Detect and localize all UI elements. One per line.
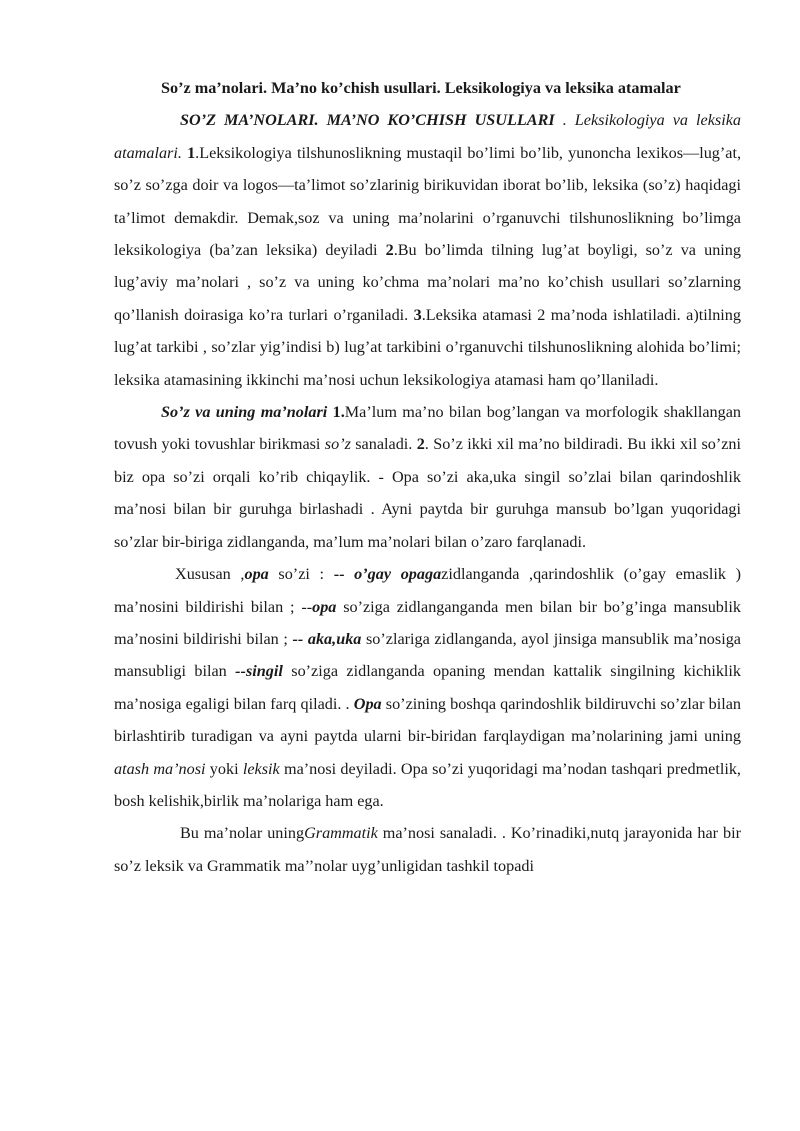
paragraph-leksikologiya	[114, 104, 741, 396]
text: Xususan ,	[175, 565, 245, 584]
text: ma’nosi sanaladi. . Ko’rinadiki,nutq jarayonida har bir so’z leksik va Grammatik ma’’nolar uyg’unligidan tashkil topadi	[114, 824, 741, 875]
point-text: Ma’lum ma’no bilan bog’langan va morfologik shakllangan tovush yoki tovushlar birikmasi	[114, 403, 742, 454]
point-number: 1.	[327, 403, 345, 422]
text: ma’nosi deyiladi. Opa so’zi yuqoridagi ma’nodan tashqari predmetlik, bosh kelishik,birlik ma’nolariga ham ega.	[114, 759, 741, 810]
section-title: SO’Z MA’NOLARI. MA’NO KO’CHISH USULLARI	[180, 111, 555, 130]
text: Bu ma’nolar uning	[180, 824, 305, 843]
term-opa: opa	[312, 597, 337, 616]
dash: --	[333, 565, 355, 584]
point-text: .Bu bo’limda tilning lug’at boyligi, so’z va uning lug’aviy ma’nolari , so’z va uning ko’chma ma’nolari ma’no ko’chish usullari so’zlarning qo’llanish doirasiga ko’ra turlari o’rganiladi.	[114, 241, 741, 324]
term-aka-uka: -- aka,uka	[292, 629, 362, 648]
point-text: . So’z ikki xil ma’no bildiradi. Bu ikki xil so’zni biz opa so’zi orqali ko’rib chiqaylik. - Opa so’zi aka,uka singil so’zlai bilan qarindoshlik ma’nosi bilan bir guruhga birlashadi . Ayni paytda bir guruhga mansub bo’lgan yuqoridagi so’zlar bir-biriga zidlanganda, ma’lum ma’nolari bilan o’zaro farqlanadi.	[114, 435, 741, 551]
text: so’zlariga zidlanganda, ayol jinsiga mansublik ma’nosiga mansubligi bilan	[114, 629, 741, 681]
paragraph-soz-manolari	[114, 396, 741, 558]
text: zidlanganda ,qarindoshlik (o’gay emaslik ) ma’nosini bildirishi bilan ;	[114, 565, 742, 616]
paragraph-grammatik	[114, 817, 741, 882]
term-ogay-opa: o’gay opaga	[354, 565, 442, 584]
point-text: sanaladi.	[350, 435, 417, 454]
term-singil: --singil	[235, 662, 283, 681]
dash: --	[301, 597, 313, 616]
point-number: 2	[416, 435, 425, 454]
text: so’zining boshqa qarindoshlik bildiruvchi so’zlar bilan birlashtirib turadigan va ayni paytda ularni bir-biridan farqlaydigan ma’nolarining jami uning	[114, 694, 741, 746]
document-heading: So’z ma’nolari. Ma’no ko’chish usullari. Leksikologiya va leksika atamalar	[161, 79, 681, 97]
term-opa: opa	[244, 565, 269, 584]
text: so’ziga zidlanganda opaning mendan kattalik singilning kichiklik ma’nosiga egaligi bilan farq qiladi. .	[114, 662, 742, 713]
text: yoki	[205, 759, 243, 778]
text: so’ziga zidlanganganda men bilan bir bo’g’inga mansublik ma’nosini bildirishi bilan ;	[114, 597, 741, 648]
paragraph-xususan	[114, 558, 741, 817]
term-soz: so’z	[324, 435, 351, 454]
document-page	[114, 72, 741, 882]
text: so’zi :	[268, 565, 334, 584]
term-grammatik: Grammatik	[304, 824, 378, 843]
point-text: .Leksikologiya tilshunoslikning mustaqil bo’limi bo’lib, yunoncha lexikos—lug’at, so’z so’zga doir va logos—ta’limot so’zlarinig birikuvidan iborat bo’lib, leksika (so’z) haqidagi ta’limot demakdir. Demak,soz va uning ma’nolarini o’rganuvchi tilshunoslikning bo’limga leksikologiya (ba’zan leksika) deyiladi	[114, 143, 741, 260]
term-atash-manosi: atash ma’nosi	[114, 759, 206, 778]
point-number: 3	[413, 305, 422, 324]
section-subtitle: . Leksikologiya va leksika atamalari.	[114, 111, 741, 162]
point-number: 1	[181, 143, 196, 162]
term-opa: Opa	[353, 694, 382, 713]
term-leksik: leksik	[242, 759, 280, 778]
point-number: 2	[385, 241, 394, 260]
point-text: .Leksika atamasi 2 ma’noda ishlatiladi. a)tilning lug’at tarkibi , so’zlar yig’indisi b) lug’at tarkibini o’rganuvchi tilshunoslikning alohida bo’limi; leksika atamasining ikkinchi ma’nosi uchun leksikologiya atamasi ham qo’llaniladi.	[114, 305, 741, 389]
section-title: So’z va uning ma’nolari	[161, 403, 328, 422]
